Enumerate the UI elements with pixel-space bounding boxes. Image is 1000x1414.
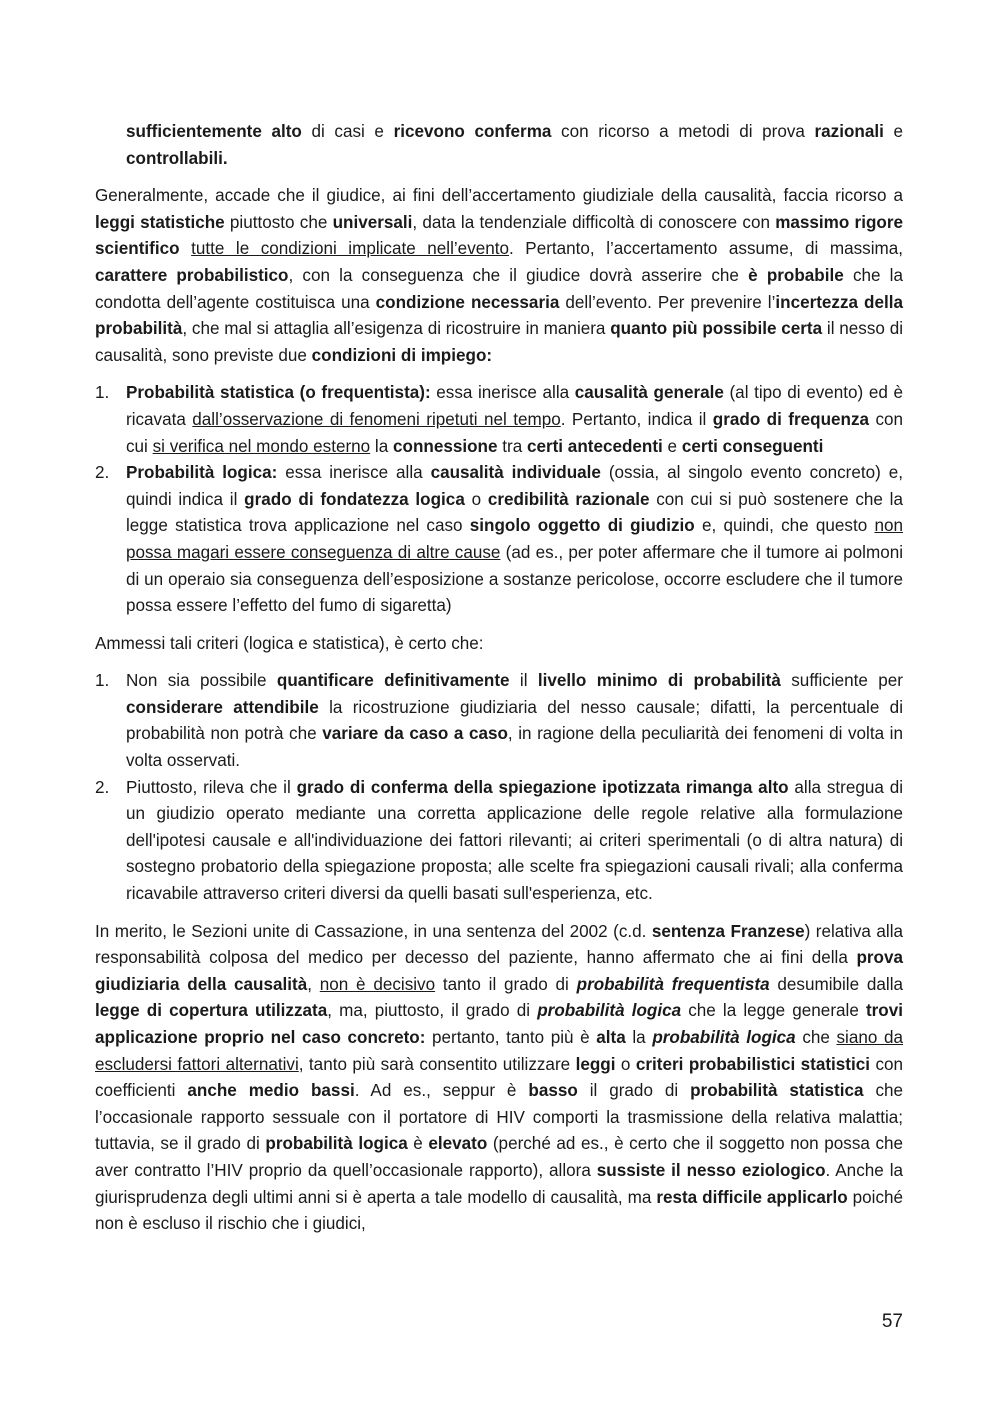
list-item: 2. Piuttosto, rileva che il grado di conferma della spiegazione ipotizzata rimanga alto alla stregua di un giudizio operato mediante una corretta applicazione delle regole relative alla formulazione dell'ipotesi causale e all'individuazione dei fattori rilevanti; ai criteri sperimentali (o di altra natura) di sostegno probatorio della spiegazione proposta; alle scelte fra spiegazioni causali rivali; alla conferma ricavabile attraverso criteri diversi da quelli basati sull'esperienza, etc. (95, 777, 903, 904)
document-page (95, 119, 903, 1238)
page-number: 57 (881, 1311, 903, 1332)
list-item: 1. Non sia possibile quantificare definitivamente il livello minimo di probabilità sufficiente per considerare attendibile la ricostruzione giudiziaria del nesso causale; difatti, la percentuale di probabilità non potrà che variare da caso a caso, in ragione della peculiarità dei fenomeni di volta in volta osservati. (95, 671, 904, 771)
intro-continuation-paragraph: sufficientemente alto di casi e ricevono conferma con ricorso a metodi di prova razionali e controllabili. (126, 122, 903, 168)
list-probabilita (95, 380, 903, 619)
paragraph-sentenza-franzese: In merito, le Sezioni unite di Cassazione, in una sentenza del 2002 (c.d. sentenza Franzese) relativa alla responsabilità colposa del medico per decesso del paziente, hanno affermato che ai fini della prova giudiziaria della causalità, non è decisivo tanto il grado di probabilità frequentista desumibile dalla legge di copertura utilizzata, ma, piuttosto, il grado di probabilità logica che la legge generale trovi applicazione proprio nel caso concreto: pertanto, tanto più è alta la probabilità logica che siano da escludersi fattori alternativi, tanto più sarà consentito utilizzare leggi o criteri probabilistici statistici con coefficienti anche medio bassi. Ad es., seppur è basso il grado di probabilità statistica che l’occasionale rapporto sessuale con il portatore di HIV comporti la trasmissione della relativa malattia; tuttavia, se il grado di probabilità logica è elevato (perché ad es., è certo che il soggetto non possa che aver contratto l’HIV proprio da quell’occasionale rapporto), allora sussiste il nesso eziologico. Anche la giurisprudenza degli ultimi anni si è aperta a tale modello di causalità, ma resta difficile applicarlo poiché non è escluso il rischio che i giudici, (95, 921, 904, 1234)
paragraph-causalita-statistica: Generalmente, accade che il giudice, ai fini dell’accertamento giudiziale della causalità, faccia ricorso a leggi statistiche piuttosto che universali, data la tendenziale difficoltà di conoscere con massimo rigore scientifico tutte le condizioni implicate nell’evento. Pertanto, l’accertamento assume, di massima, carattere probabilistico, con la conseguenza che il giudice dovrà asserire che è probabile che la condotta dell’agente costituisca una condizione necessaria dell’evento. Per prevenire l’incertezza della probabilità, che mal si attaglia all’esigenza di ricostruire in maniera quanto più possibile certa il nesso di causalità, sono previste due condizioni di impiego: (95, 186, 904, 365)
list-item: 1. Probabilità statistica (o frequentista): essa inerisce alla causalità generale (al tipo di evento) ed è ricavata dall’osservazione di fenomeni ripetuti nel tempo. Pertanto, indica il grado di frequenza con cui si verifica nel mondo esterno la connessione tra certi antecedenti e certi conseguenti (95, 383, 904, 456)
list-criteri (95, 668, 903, 907)
list-item: 2. Probabilità logica: essa inerisce alla causalità individuale (ossia, al singolo evento concreto) e, quindi indica il grado di fondatezza logica o credibilità razionale con cui si può sostenere che la legge statistica trova applicazione nel caso singolo oggetto di giudizio e, quindi, che questo non possa magari essere conseguenza di altre cause (ad es., per poter affermare che il tumore ai polmoni di un operaio sia conseguenza dell’esposizione a sostanze pericolose, occorre escludere che il tumore possa essere l’effetto del fumo di sigaretta) (95, 463, 904, 616)
paragraph-criteri: Ammessi tali criteri (logica e statistica), è certo che: (95, 633, 484, 653)
